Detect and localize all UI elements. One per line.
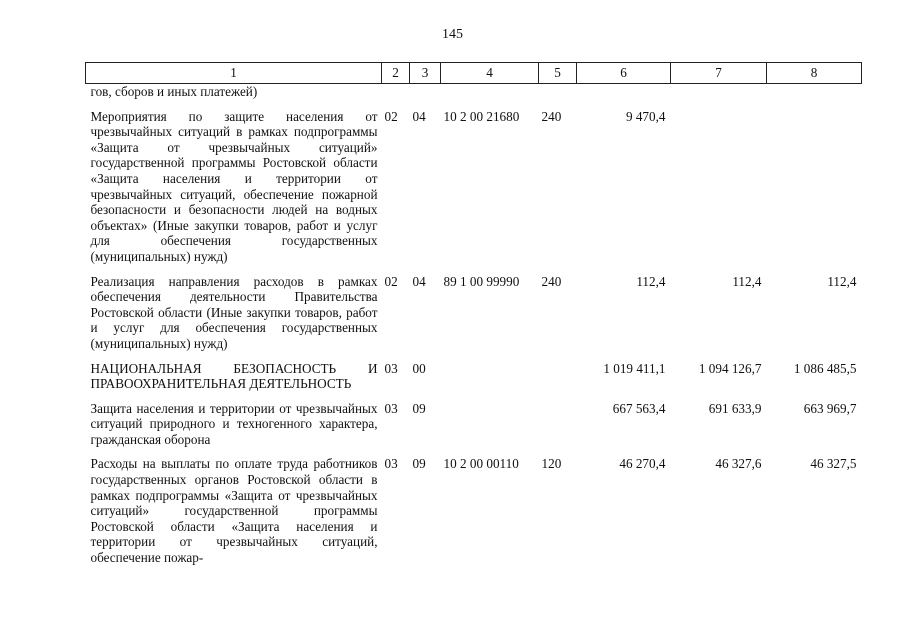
row-section: 03: [384, 360, 398, 376]
row-target-code: [441, 356, 539, 396]
table-row: [86, 356, 862, 396]
row-subsection: 04: [412, 108, 426, 124]
row-expense-type: 240: [541, 108, 562, 124]
row-amount-3: 663 969,7: [803, 400, 857, 416]
table-row: [86, 269, 862, 356]
row-subsection: 04: [412, 273, 426, 289]
row-amount-1: 1 019 411,1: [603, 360, 666, 376]
row-target-code: 89 1 00 99990: [443, 273, 520, 289]
row-amount-2: 691 633,9: [708, 400, 762, 416]
column-header-5: 5: [539, 63, 577, 84]
row-amount-1: 112,4: [636, 273, 666, 289]
row-expense-type: [539, 396, 577, 452]
row-target-code: 10 2 00 00110: [443, 456, 519, 472]
row-amount-3: 112,4: [827, 273, 857, 289]
row-target-code: 10 2 00 21680: [443, 108, 520, 124]
row-expense-type: 240: [541, 273, 562, 289]
budget-table: [85, 62, 862, 570]
row-amount-2: 112,4: [732, 273, 762, 289]
column-header-7: 7: [671, 63, 767, 84]
row-amount-1: 9 470,4: [625, 108, 666, 124]
row-section: 03: [384, 456, 398, 472]
table-header-row: [86, 63, 862, 84]
row-subsection: 09: [412, 456, 426, 472]
row-expense-type: [539, 356, 577, 396]
page-number: 145: [442, 27, 463, 42]
column-header-2: 2: [382, 63, 410, 84]
table-row: [86, 396, 862, 452]
row-target-code: [441, 396, 539, 452]
row-section: 03: [384, 400, 398, 416]
row-name: Реализация направления расходов в рамках обеспечения деятельности Правительства Ростовской области (Иные закупки товаров, работ и услуг для обеспечения государственных (муниципальных) нужд): [90, 273, 378, 351]
table-row: [86, 104, 862, 269]
column-header-1: 1: [86, 63, 382, 84]
continuation-text: гов, сборов и иных платежей): [90, 84, 258, 99]
row-name: Мероприятия по защите населения от чрезвычайных ситуаций в рамках подпрограммы «Защита от чрезвычайных ситуаций» государственной программы Ростовской области «Защита населения и территории от чрезвычайных ситуаций, обеспечение пожарной безопасности и безопасности людей на водных объектах» (Иные закупки товаров, работ и услуг для обеспечения государственных (муниципальных) нужд): [90, 108, 378, 264]
row-name: Защита населения и территории от чрезвычайных ситуаций природного и техногенного характера, гражданская оборона: [90, 400, 378, 447]
row-amount-2: 1 094 126,7: [698, 360, 762, 376]
row-amount-1: 667 563,4: [612, 400, 666, 416]
row-section: 02: [384, 108, 398, 124]
row-name: НАЦИОНАЛЬНАЯ БЕЗОПАСНОСТЬ И ПРАВООХРАНИТЕЛЬНАЯ ДЕЯТЕЛЬНОСТЬ: [90, 360, 378, 392]
row-amount-3: 1 086 485,5: [793, 360, 857, 376]
row-section: 02: [384, 273, 398, 289]
row-amount-3: [767, 104, 862, 269]
row-subsection: 09: [412, 400, 426, 416]
row-amount-1: 46 270,4: [619, 456, 666, 472]
row-subsection: 00: [412, 360, 426, 376]
table-row-continuation: [86, 84, 862, 104]
column-header-3: 3: [410, 63, 441, 84]
table-row: [86, 451, 862, 569]
column-header-6: 6: [577, 63, 671, 84]
row-amount-3: 46 327,5: [810, 456, 857, 472]
row-amount-2: 46 327,6: [715, 456, 762, 472]
row-expense-type: 120: [541, 456, 562, 472]
row-name: Расходы на выплаты по оплате труда работников государственных органов Ростовской области в рамках подпрограммы «Защита от чрезвычайных ситуаций» государственной программы Ростовской области «Защита населения и территории от чрезвычайных ситуаций, обеспечение пожар-: [90, 456, 378, 566]
row-amount-2: [671, 104, 767, 269]
column-header-8: 8: [767, 63, 862, 84]
column-header-4: 4: [441, 63, 539, 84]
